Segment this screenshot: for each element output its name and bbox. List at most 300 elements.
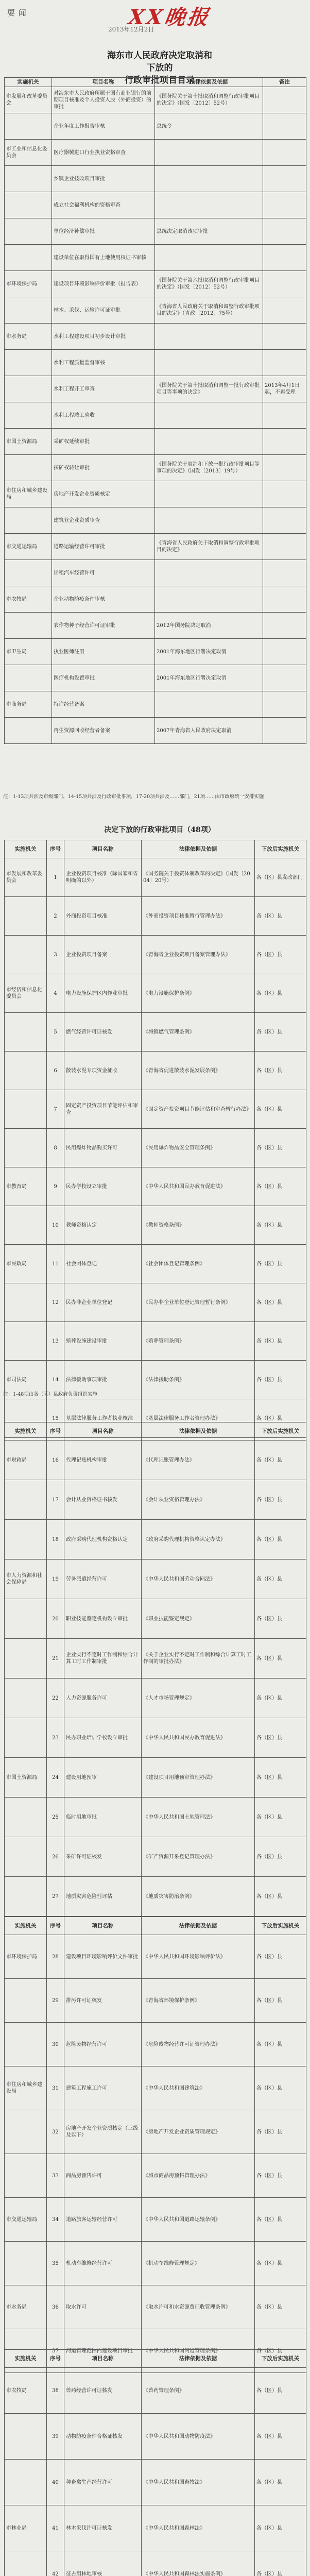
item-name-cell: 企业投资项目备案 <box>64 936 142 974</box>
table-row <box>5 87 306 113</box>
delegated-to-cell: 各（区）县 <box>255 936 306 974</box>
table-row <box>5 2066 306 2110</box>
decentralized-items-table <box>4 840 306 1438</box>
agency-cell <box>5 2460 47 2505</box>
table-row <box>5 534 306 560</box>
item-name-cell: 人力资源服务许可 <box>64 1679 142 1718</box>
legal-basis-cell <box>155 429 263 455</box>
table-row <box>5 113 306 140</box>
item-name-cell: 民办职业培训学校设立审批 <box>64 1718 142 1758</box>
table-row <box>5 1560 306 1599</box>
remark-cell <box>263 639 306 665</box>
agency-cell <box>5 1837 47 1877</box>
legal-basis-cell <box>155 507 263 534</box>
legal-basis-cell: 《国务院关于第十批取消和调整行政审批项目的决定》（国发〔2012〕52号） <box>155 87 263 113</box>
item-name-cell: 企业投资项目核准（除国家和省明确的以外） <box>64 858 142 897</box>
item-name-cell: 基层法律服务工作者执业核准 <box>64 1399 142 1438</box>
section-title: 决定下放的行政审批项目（48项） <box>104 826 215 834</box>
document-title-line: 行政审批项目目录 <box>125 75 195 86</box>
item-name-cell: 探矿权转让审批 <box>52 455 155 481</box>
item-name-cell: 外商投资项目核准 <box>64 897 142 936</box>
serial-number-cell: 11 <box>47 1245 64 1283</box>
table-row <box>5 1013 306 1052</box>
table-row <box>5 691 306 718</box>
serial-number-cell: 40 <box>47 2460 64 2505</box>
agency-cell <box>5 718 52 744</box>
item-name-cell: 燃气经营许可证核发 <box>64 1013 142 1052</box>
item-name-cell: 取水许可 <box>64 2285 142 2329</box>
table-row <box>5 2242 306 2285</box>
delegated-to-cell: 各（区）县 <box>255 1167 306 1206</box>
delegated-to-cell: 各（区）县 <box>255 1013 306 1052</box>
legal-basis-cell: 《取水许可和水资源费征收管理条例》 <box>142 2285 255 2329</box>
delegated-to-cell: 各（区）县 <box>255 1877 306 1917</box>
item-name-cell: 成立社会福利机构的资格审查 <box>52 192 155 218</box>
table-row <box>5 2110 306 2154</box>
table-row <box>5 665 306 691</box>
table-row <box>5 2505 306 2551</box>
remark-cell <box>263 455 306 481</box>
delegated-to-cell: 各（区）县 <box>255 1639 306 1679</box>
agency-cell <box>5 2242 47 2285</box>
agency-cell: 市林业局 <box>5 2505 47 2551</box>
serial-number-cell: 21 <box>47 1639 64 1679</box>
remark-cell <box>263 350 306 376</box>
table-row <box>5 1599 306 1639</box>
agency-cell <box>5 1480 47 1520</box>
remark-cell <box>263 429 306 455</box>
delegated-to-cell: 各（区）县 <box>255 1758 306 1798</box>
table-row <box>5 166 306 192</box>
agency-cell <box>5 1283 47 1322</box>
column-header: 法律依据及依据 <box>142 840 255 858</box>
agency-cell <box>5 1520 47 1560</box>
legal-basis-cell: 《建设项目用地预审管理办法》 <box>142 1758 255 1798</box>
item-name-cell: 危险废物经营许可 <box>64 2023 142 2066</box>
column-header: 下放后实施机关 <box>255 1917 306 1935</box>
item-name-cell: 道路旅客运输经营许可 <box>64 2198 142 2242</box>
legal-basis-cell: 《民用爆炸物品安全管理条例》 <box>142 1129 255 1167</box>
legal-basis-cell <box>155 192 263 218</box>
serial-number-cell: 5 <box>47 1013 64 1052</box>
remark-cell <box>263 665 306 691</box>
column-header: 实施机关 <box>5 1917 47 1935</box>
agency-cell <box>5 1979 47 2023</box>
remark-cell <box>263 507 306 534</box>
agency-cell: 市农牧局 <box>5 586 52 613</box>
table-row <box>5 897 306 936</box>
item-name-cell: 采矿权延续审批 <box>52 429 155 455</box>
legal-basis-cell: 《殡葬管理条例》 <box>142 1322 255 1361</box>
legal-basis-cell: 《青海省人民政府关于取消和调整行政审批项目的决定》（青政〔2012〕75号） <box>155 297 263 324</box>
remark-cell <box>263 718 306 744</box>
legal-basis-cell: 《地质灾害防治条例》 <box>142 1877 255 1917</box>
table-row <box>5 1935 306 1979</box>
item-name-cell: 建设单位在取得国有土地使用权证书审核 <box>52 245 155 271</box>
legal-basis-cell: 总统决定取消该项审批 <box>155 218 263 245</box>
item-name-cell: 民办学校设立审批 <box>64 1167 142 1206</box>
remark-cell <box>263 218 306 245</box>
delegated-to-cell: 各（区）县 <box>255 1837 306 1877</box>
item-name-cell: 政府采购代理机构资格认定 <box>64 1520 142 1560</box>
agency-cell <box>5 1798 47 1837</box>
remark-cell <box>263 481 306 507</box>
agency-cell <box>5 2551 47 2576</box>
item-name-cell: 法律援助事项审批 <box>64 1361 142 1399</box>
delegated-to-cell: 各（区）县 <box>255 1935 306 1979</box>
masthead <box>0 0 310 34</box>
serial-number-cell: 2 <box>47 897 64 936</box>
agency-cell: 市发展和改革委员会 <box>5 87 52 113</box>
column-header: 法律依据及依据 <box>155 78 263 87</box>
delegated-to-cell: 各（区）县 <box>255 897 306 936</box>
table-row <box>5 350 306 376</box>
legal-basis-cell: 《青海省促进散装水泥发展条例》 <box>142 1052 255 1090</box>
legal-basis-cell: 《外商投资项目核准暂行管理办法》 <box>142 897 255 936</box>
serial-number-cell: 22 <box>47 1679 64 1718</box>
delegated-to-cell: 各（区）县 <box>255 1129 306 1167</box>
legal-basis-cell <box>155 350 263 376</box>
delegated-to-cell: 各（区）县 <box>255 2110 306 2154</box>
table-row <box>5 1979 306 2023</box>
item-name-cell: 社会团体登记 <box>64 1245 142 1283</box>
agency-cell <box>5 297 52 324</box>
agency-cell <box>5 350 52 376</box>
table-row <box>5 1322 306 1361</box>
table-row <box>5 1798 306 1837</box>
table-row <box>5 586 306 613</box>
agency-cell <box>5 1322 47 1361</box>
item-name-cell: 房地产开发企业资质核定（三级及以下） <box>64 2110 142 2154</box>
delegated-to-cell: 各（区）县 <box>255 1679 306 1718</box>
item-name-cell: 临时用地审批 <box>64 1798 142 1837</box>
agency-cell <box>5 897 47 936</box>
legal-basis-cell: 《国务院关于投资体制改革的决定》（国发〔2004〕20号） <box>142 858 255 897</box>
table-row <box>5 718 306 744</box>
item-name-cell: 林木采伐许可证核发 <box>64 2505 142 2551</box>
serial-number-cell: 14 <box>47 1361 64 1399</box>
item-name-cell: 再生资源回收经营者备案 <box>52 718 155 744</box>
agency-cell: 市民政局 <box>5 1245 47 1283</box>
agency-cell <box>5 402 52 429</box>
column-header: 法律依据及依据 <box>142 1917 255 1935</box>
remark-cell: 2013年4月1日起，不再受理 <box>263 376 306 402</box>
serial-number-cell: 25 <box>47 1798 64 1837</box>
table-row <box>5 639 306 665</box>
agency-cell: 市国土资源局 <box>5 429 52 455</box>
table-row <box>5 1129 306 1167</box>
legal-basis-cell: 《房地产开发企业资质管理规定》 <box>142 2110 255 2154</box>
serial-number-cell: 1 <box>47 858 64 897</box>
agency-cell <box>5 1129 47 1167</box>
legal-basis-cell: 《代理记账管理办法》 <box>142 1440 255 1480</box>
delegated-to-cell: 各（区）县 <box>255 2066 306 2110</box>
legal-basis-cell: 2001年海东地区行署决定取消 <box>155 665 263 691</box>
legal-basis-cell: 《中华人民共和国动物防疫法》 <box>142 2414 255 2460</box>
table-row <box>5 2154 306 2198</box>
table-row <box>5 936 306 974</box>
legal-basis-cell: 《机动车维修管理规定》 <box>142 2242 255 2285</box>
agency-cell <box>5 1877 47 1917</box>
agency-cell <box>5 2414 47 2460</box>
serial-number-cell: 34 <box>47 2198 64 2242</box>
column-header: 序号 <box>47 840 64 858</box>
item-name-cell: 林木、采伐、运输许可证审批 <box>52 297 155 324</box>
item-name-cell: 机动车维修经营许可 <box>64 2242 142 2285</box>
legal-basis-cell: 《青海省环境保护条例》 <box>142 1979 255 2023</box>
remark-cell <box>263 402 306 429</box>
legal-basis-cell: 《基层法律服务工作者管理办法》 <box>142 1399 255 1438</box>
column-header: 序号 <box>47 1917 64 1935</box>
item-name-cell: 固定资产投资项目节能评估和审查 <box>64 1090 142 1129</box>
agency-cell <box>5 613 52 639</box>
item-name-cell: 农作物种子经营许可证审批 <box>52 613 155 639</box>
agency-cell <box>5 1639 47 1679</box>
item-name-cell: 民办非企业单位登记 <box>64 1283 142 1322</box>
item-name-cell: 采矿许可证核发 <box>64 1837 142 1877</box>
column-header: 法律依据及依据 <box>142 2350 255 2368</box>
legal-basis-cell: 《固定资产投资项目节能评估和审查暂行办法》 <box>142 1090 255 1129</box>
serial-number-cell: 18 <box>47 1520 64 1560</box>
legal-basis-cell <box>155 245 263 271</box>
item-name-cell: 特许经营备案 <box>52 691 155 718</box>
delegated-to-cell: 各（区）县 <box>255 1520 306 1560</box>
remark-cell <box>263 166 306 192</box>
table-row <box>5 2551 306 2576</box>
item-name-cell: 企业年度工作报告审核 <box>52 113 155 140</box>
item-name-cell: 企业动物防疫条件审核 <box>52 586 155 613</box>
serial-number-cell: 42 <box>47 2551 64 2576</box>
delegated-to-cell: 各（区）县 <box>255 2460 306 2505</box>
column-header: 实施机关 <box>5 840 47 858</box>
agency-cell <box>5 560 52 586</box>
item-name-cell: 动物防疫条件合格证核发 <box>64 2414 142 2460</box>
item-name-cell: 医疗机构设置审批 <box>52 665 155 691</box>
serial-number-cell: 19 <box>47 1560 64 1599</box>
remark-cell <box>263 140 306 166</box>
remark-cell <box>263 113 306 140</box>
agency-cell <box>5 113 52 140</box>
serial-number-cell: 38 <box>47 2368 64 2414</box>
agency-cell <box>5 2110 47 2154</box>
legal-basis-cell: 《中华人民共和国劳动合同法》 <box>142 1560 255 1599</box>
table-row <box>5 1837 306 1877</box>
legal-basis-cell: 《中华人民共和国环境影响评价法》 <box>142 1935 255 1979</box>
agency-cell <box>5 166 52 192</box>
delegated-to-cell: 各（区）县 <box>255 1399 306 1438</box>
legal-basis-cell: 《国务院关于第十批取消和调整一批行政审批项目等事项的决定》 <box>155 376 263 402</box>
table-row <box>5 2460 306 2505</box>
remark-cell <box>263 271 306 297</box>
legal-basis-cell: 《矿产资源开采登记管理办法》 <box>142 1837 255 1877</box>
column-header: 实施机关 <box>5 1422 47 1440</box>
legal-basis-cell <box>155 586 263 613</box>
table-row <box>5 271 306 297</box>
agency-cell: 市人力资源和社会保障局 <box>5 1560 47 1599</box>
delegated-to-cell: 各（区）县 <box>255 1718 306 1758</box>
serial-number-cell: 27 <box>47 1877 64 1917</box>
item-name-cell: 教师资格认定 <box>64 1206 142 1245</box>
item-name-cell: 水利工程建设项目初步设计审批 <box>52 324 155 350</box>
item-name-cell: 执业医师注册 <box>52 639 155 665</box>
agency-cell: 市交通运输局 <box>5 534 52 560</box>
legal-basis-cell <box>155 691 263 718</box>
delegated-to-cell: 各（区）县 <box>255 2329 306 2373</box>
table-note: 注：1-13项共涉及市级部门，14-15项共涉及行政审批事项，17-20项共涉及……部门，21项……由市政府统一安排实施 <box>3 794 264 800</box>
agency-cell <box>5 507 52 534</box>
remark-cell <box>263 586 306 613</box>
column-header: 序号 <box>47 2350 64 2368</box>
table-row <box>5 1718 306 1758</box>
serial-number-cell: 36 <box>47 2285 64 2329</box>
serial-number-cell: 13 <box>47 1322 64 1361</box>
remark-cell <box>263 245 306 271</box>
table-header-row <box>5 78 306 87</box>
table-row <box>5 974 306 1013</box>
remark-cell <box>263 534 306 560</box>
table-header-row <box>5 1917 306 1935</box>
serial-number-cell: 35 <box>47 2242 64 2285</box>
item-name-cell: 水利工程开工审查 <box>52 376 155 402</box>
agency-cell: 市商务局 <box>5 691 52 718</box>
delegated-to-cell: 各（区）县 <box>255 2414 306 2460</box>
agency-cell: 市住房和城乡建设局 <box>5 2066 47 2110</box>
agency-cell <box>5 2023 47 2066</box>
table-row <box>5 245 306 271</box>
item-name-cell: 民用爆炸物品购买许可 <box>64 1129 142 1167</box>
agency-cell <box>5 1090 47 1129</box>
serial-number-cell: 8 <box>47 1129 64 1167</box>
agency-cell <box>5 192 52 218</box>
table-note: 注：1-48项由各（区）县政府负责组织实施 <box>3 1392 97 1397</box>
column-header: 项目名称 <box>64 840 142 858</box>
column-header: 项目名称 <box>64 1917 142 1935</box>
column-header: 项目名称 <box>64 1422 142 1440</box>
serial-number-cell: 41 <box>47 2505 64 2551</box>
item-name-cell: 道路运输经营许可审批 <box>52 534 155 560</box>
legal-basis-cell: 《中华人民共和国畜牧法》 <box>142 2460 255 2505</box>
legal-basis-cell <box>155 140 263 166</box>
table-row <box>5 2414 306 2460</box>
table-row <box>5 402 306 429</box>
delegated-to-cell: 各（区）县 <box>255 1560 306 1599</box>
item-name-cell: 水利工程竣工验收 <box>52 402 155 429</box>
table-row <box>5 613 306 639</box>
legal-basis-cell <box>155 481 263 507</box>
cancelled-items-table <box>4 77 306 744</box>
agency-cell: 市教育局 <box>5 1167 47 1206</box>
table-row <box>5 481 306 507</box>
agency-cell: 市环境保护局 <box>5 271 52 297</box>
item-name-cell: 兽药经营许可证核发 <box>64 2368 142 2414</box>
remark-cell <box>263 324 306 350</box>
legal-basis-cell <box>155 402 263 429</box>
legal-basis-cell: 《城镇燃气管理条例》 <box>142 1013 255 1052</box>
legal-basis-cell: 《教师资格条例》 <box>142 1206 255 1245</box>
item-name-cell: 出租汽车经营许可 <box>52 560 155 586</box>
serial-number-cell: 6 <box>47 1052 64 1090</box>
item-name-cell: 建筑工程施工许可 <box>64 2066 142 2110</box>
legal-basis-cell: 《中华人民共和国道路运输条例》 <box>142 2198 255 2242</box>
item-name-cell: 河道管理范围内建设项目审批 <box>64 2329 142 2373</box>
table-row <box>5 1639 306 1679</box>
table-row <box>5 2023 306 2066</box>
legal-basis-cell: 《中华人民共和国土地管理法》 <box>142 1798 255 1837</box>
decentralized-items-table <box>4 1422 306 1917</box>
table-row <box>5 507 306 534</box>
item-name-cell: 地质灾害危险性评估 <box>64 1877 142 1917</box>
remark-cell <box>263 691 306 718</box>
agency-cell: 市卫生局 <box>5 639 52 665</box>
column-header: 项目名称 <box>52 78 155 87</box>
agency-cell <box>5 936 47 974</box>
newspaper-logo: XX晚报 <box>127 5 212 29</box>
agency-cell: 市国土资源局 <box>5 1758 47 1798</box>
column-header: 备注 <box>263 78 306 87</box>
legal-basis-cell: 《中华人民共和国民办教育促进法》 <box>142 1167 255 1206</box>
legal-basis-cell: 《电力设施保护条例》 <box>142 974 255 1013</box>
item-name-cell: 散装水泥专项资金征收 <box>64 1052 142 1090</box>
agency-cell <box>5 1013 47 1052</box>
delegated-to-cell: 各（区）县 <box>255 2285 306 2329</box>
serial-number-cell: 7 <box>47 1090 64 1129</box>
agency-cell: 市农牧局 <box>5 2368 47 2414</box>
table-row <box>5 1245 306 1283</box>
serial-number-cell: 26 <box>47 1837 64 1877</box>
delegated-to-cell: 各（区）县 <box>255 1361 306 1399</box>
item-name-cell: 征占用林地审核 <box>64 2551 142 2576</box>
legal-basis-cell: 《中华人民共和国民办教育促进法》 <box>142 1718 255 1758</box>
legal-basis-cell <box>155 324 263 350</box>
table-row <box>5 1679 306 1718</box>
delegated-to-cell: 各（区）县 <box>255 1052 306 1090</box>
agency-cell: 市工业和信息化委员会 <box>5 140 52 166</box>
table-row <box>5 1090 306 1129</box>
agency-cell <box>5 2154 47 2198</box>
legal-basis-cell: 《关于企业实行不定时工作制和综合计算工时工作制的审批办法》 <box>142 1639 255 1679</box>
serial-number-cell: 23 <box>47 1718 64 1758</box>
legal-basis-cell: 《会计从业资格管理办法》 <box>142 1480 255 1520</box>
table-row <box>5 2368 306 2414</box>
legal-basis-cell: 《法律援助条例》 <box>142 1361 255 1399</box>
serial-number-cell: 32 <box>47 2110 64 2154</box>
legal-basis-cell: 《中华人民共和国建筑法》 <box>142 2066 255 2110</box>
serial-number-cell: 17 <box>47 1480 64 1520</box>
column-header: 下放后实施机关 <box>255 2350 306 2368</box>
item-name-cell: 建设用地预审 <box>64 1758 142 1798</box>
legal-basis-cell: 《国务院关于第六批取消和调整行政审批项目的决定》（国发〔2012〕52号） <box>155 271 263 297</box>
item-name-cell: 建设项目环境影响评价文件审批 <box>64 1935 142 1979</box>
item-name-cell: 代理记账机构审批 <box>64 1440 142 1480</box>
table-row <box>5 2285 306 2329</box>
item-name-cell: 企业实行不定时工作制和综合计算工时工作制审批 <box>64 1639 142 1679</box>
item-name-cell: 商品房预售许可 <box>64 2154 142 2198</box>
table-row <box>5 429 306 455</box>
agency-cell: 市交通运输局 <box>5 2198 47 2242</box>
agency-cell: 市司法局 <box>5 1361 47 1399</box>
delegated-to-cell: 各（区）县 <box>255 1979 306 2023</box>
table-row <box>5 1520 306 1560</box>
column-header: 实施机关 <box>5 78 52 87</box>
legal-basis-cell: 《人才市场管理规定》 <box>142 1679 255 1718</box>
delegated-to-cell: 各（区）县 <box>255 1480 306 1520</box>
legal-basis-cell: 《中华人民共和国森林法实施条例》 <box>142 2551 255 2576</box>
legal-basis-cell: 《国务院关于取消和下放一批行政审批项目等事项的决定》（国发〔2013〕19号） <box>155 455 263 481</box>
legal-basis-cell: 2007年青海省人民政府决定取消 <box>155 718 263 744</box>
legal-basis-cell: 《青海省企业投资项目备案管理办法》 <box>142 936 255 974</box>
table-row <box>5 1480 306 1520</box>
item-name-cell: 房地产开发企业资质核定 <box>52 481 155 507</box>
